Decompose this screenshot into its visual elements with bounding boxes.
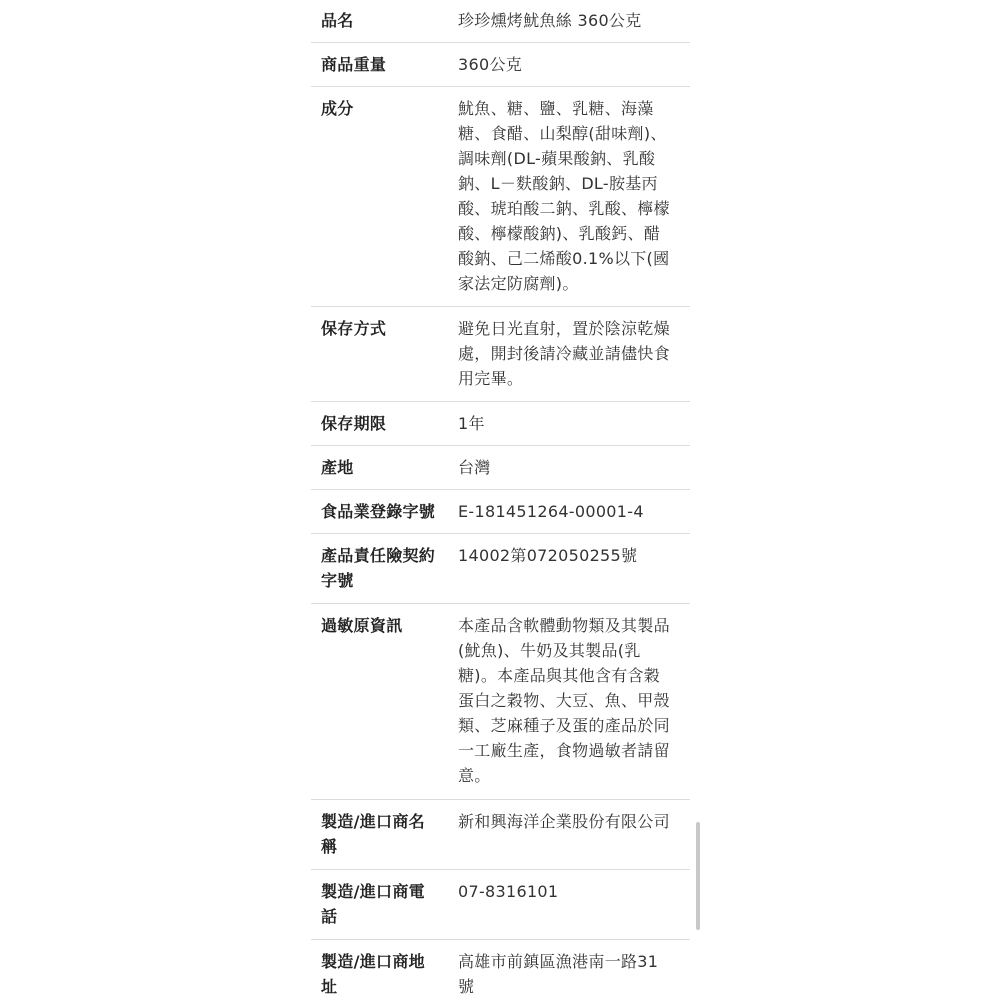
- value-line: 酸、檸檬酸鈉)、乳酸鈣、醋: [458, 224, 661, 243]
- label-line: 產品責任險契約: [321, 546, 436, 565]
- value-line: 處，開封後請冷藏並請儘快食: [458, 344, 670, 363]
- spec-value: [449, 96, 685, 306]
- spec-value: 珍珍燻烤魷魚絲 360公克: [458, 11, 642, 30]
- spec-label: 產地: [321, 458, 354, 477]
- spec-label: 食品業登錄字號: [321, 502, 436, 521]
- value-line: 魷魚、糖、鹽、乳糖、海藻: [458, 99, 654, 118]
- value-line: 家法定防腐劑)。: [458, 274, 579, 293]
- spec-value: [449, 613, 685, 799]
- spec-value: 07-8316101: [458, 882, 559, 901]
- product-spec-table: [311, 0, 690, 1000]
- value-line: 蛋白之穀物、大豆、魚、甲殼: [458, 691, 670, 710]
- spec-value: 1年: [458, 414, 485, 433]
- spec-row-ingredients: [311, 87, 690, 307]
- value-line: 酸、琥珀酸二鈉、乳酸、檸檬: [458, 199, 670, 218]
- value-line: 類、芝麻種子及蛋的產品於同: [458, 716, 670, 735]
- spec-value: 台灣: [458, 458, 491, 477]
- spec-row-origin: [311, 446, 690, 490]
- value-line: (魷魚)、牛奶及其製品(乳: [458, 641, 641, 660]
- spec-value: E-181451264-00001-4: [458, 502, 644, 521]
- spec-label: 商品重量: [321, 55, 387, 74]
- value-line: 用完畢。: [458, 369, 524, 388]
- value-line: 糖)。本產品與其他含有含穀: [458, 666, 661, 685]
- spec-row-registration-number: [311, 490, 690, 534]
- value-line: 糖、食醋、山梨醇(甜味劑)、: [458, 124, 667, 143]
- spec-label: [311, 809, 449, 869]
- value-line: 酸鈉、己二烯酸0.1%以下(國: [458, 249, 670, 268]
- value-line: 本產品含軟體動物類及其製品: [458, 616, 670, 635]
- spec-row-weight: [311, 43, 690, 87]
- spec-value: 14002第072050255號: [458, 546, 638, 565]
- spec-label: 保存期限: [321, 414, 387, 433]
- spec-label: [311, 949, 449, 1000]
- label-line: 稱: [321, 837, 338, 856]
- spec-label: [311, 543, 449, 603]
- value-line: 一工廠生產，食物過敏者請留: [458, 741, 670, 760]
- label-line: 製造/進口商電: [321, 882, 425, 901]
- spec-row-manufacturer-name: [311, 800, 690, 870]
- value-line: 調味劑(DL-蘋果酸鈉、乳酸: [458, 149, 656, 168]
- spec-row-insurance-number: [311, 534, 690, 604]
- label-line: 製造/進口商名: [321, 812, 425, 831]
- label-line: 話: [321, 907, 338, 926]
- spec-value: [449, 316, 685, 401]
- spec-label: 品名: [321, 11, 354, 30]
- spec-row-shelf-life: [311, 402, 690, 446]
- value-line: 意。: [458, 766, 491, 785]
- spec-label: 保存方式: [321, 319, 387, 338]
- spec-row-manufacturer-phone: [311, 870, 690, 940]
- value-line: 鈉、L－麩酸鈉、DL-胺基丙: [458, 174, 658, 193]
- value-line: 高雄市前鎮區漁港南一路31: [458, 952, 659, 971]
- spec-value: 新和興海洋企業股份有限公司: [458, 812, 670, 831]
- spec-row-product-name: [311, 0, 690, 43]
- scrollbar-thumb[interactable]: [696, 822, 700, 930]
- spec-row-storage: [311, 307, 690, 402]
- value-line: 號: [458, 977, 475, 996]
- spec-value: 360公克: [458, 55, 523, 74]
- spec-label: 成分: [321, 99, 354, 118]
- spec-row-manufacturer-address: [311, 940, 690, 1000]
- label-line: 製造/進口商地: [321, 952, 425, 971]
- label-line: 字號: [321, 571, 354, 590]
- value-line: 避免日光直射，置於陰涼乾燥: [458, 319, 670, 338]
- label-line: 址: [321, 977, 338, 996]
- spec-label: 過敏原資訊: [321, 616, 403, 635]
- spec-row-allergen-info: [311, 604, 690, 800]
- spec-label: [311, 879, 449, 939]
- spec-value: [449, 949, 685, 1000]
